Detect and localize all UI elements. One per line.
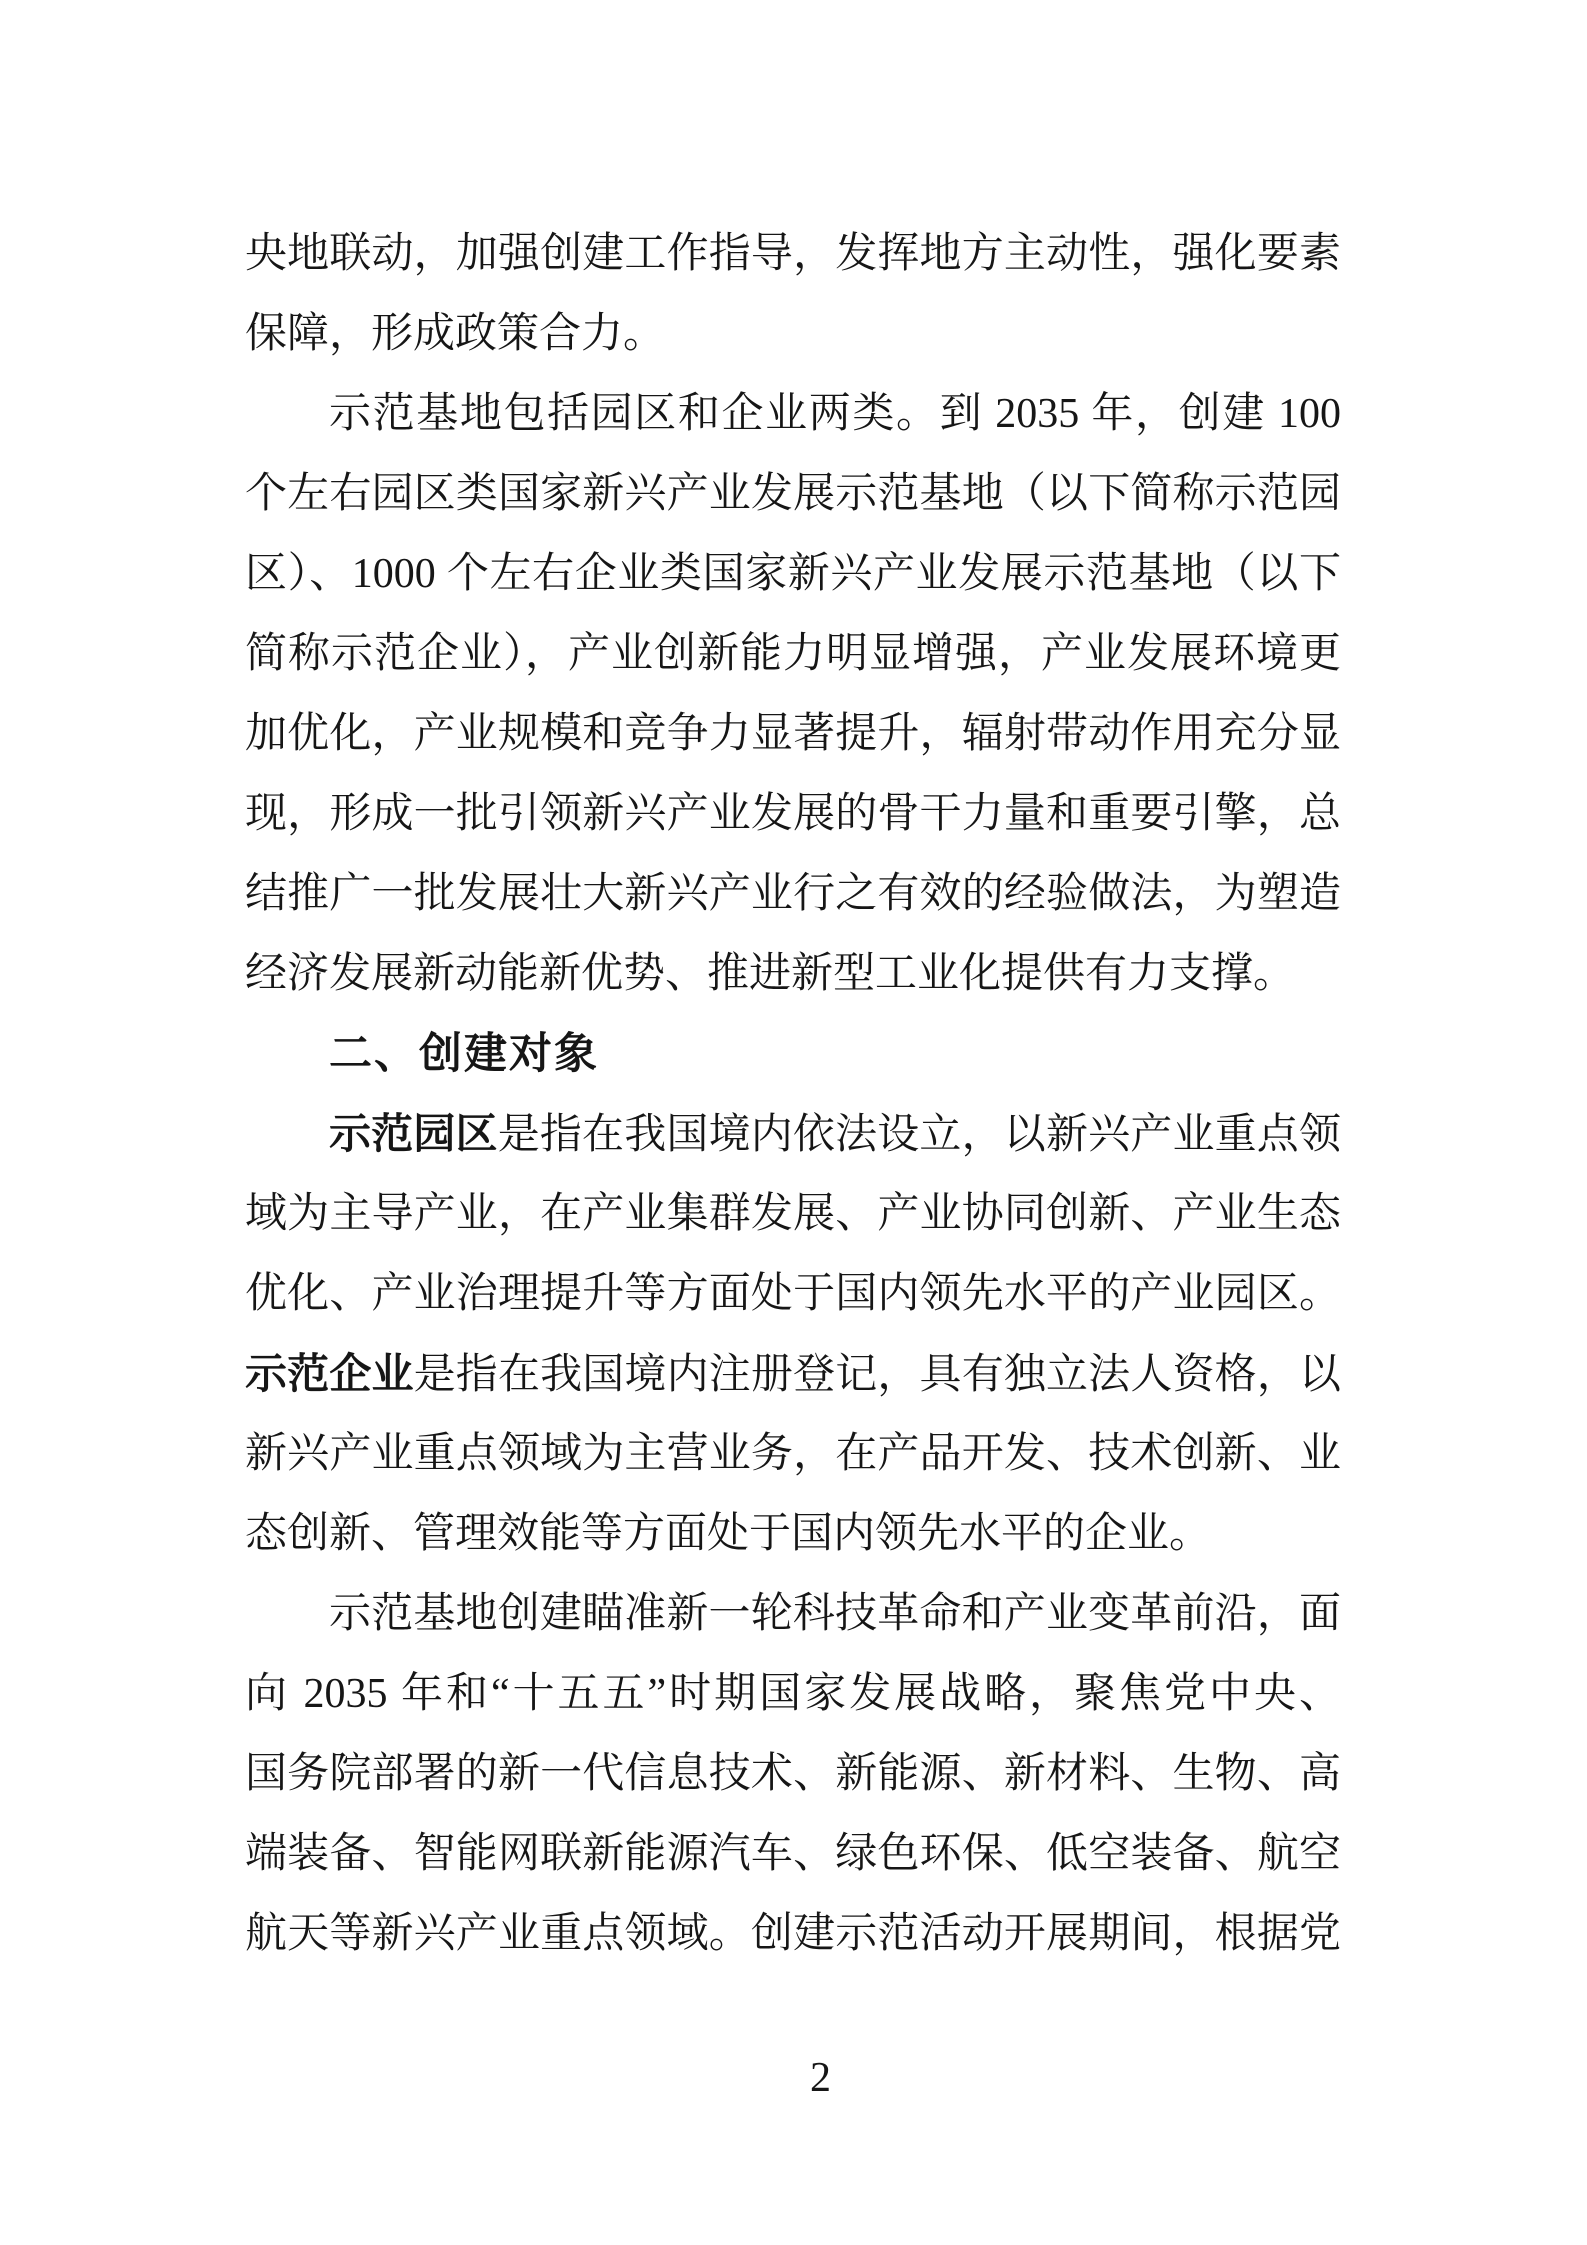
bold-term: 示范园区	[329, 1110, 498, 1157]
body-line: 央地联动，加强创建工作指导，发挥地方主动性，强化要素	[245, 231, 1341, 277]
line-text: 是指在我国境内依法设立，以新兴产业重点领	[497, 1112, 1341, 1158]
body-line: 优化、产业治理提升等方面处于国内领先水平的产业园区。	[245, 1271, 1341, 1317]
body-line: 简称示范企业），产业创新能力明显增强，产业发展环境更	[245, 631, 1341, 677]
body-line: 示范基地包括园区和企业两类。到 2035 年，创建 100	[329, 391, 1341, 437]
body-line: 加优化，产业规模和竞争力显著提升，辐射带动作用充分显	[245, 711, 1341, 757]
line-text: 是指在我国境内注册登记，具有独立法人资格，以	[413, 1352, 1341, 1398]
body-line: 经济发展新动能新优势、推进新型工业化提供有力支撑。	[245, 951, 1296, 997]
body-line: 保障，形成政策合力。	[245, 311, 666, 357]
body-line: 态创新、管理效能等方面处于国内领先水平的企业。	[245, 1511, 1212, 1557]
section-heading: 二、创建对象	[329, 1030, 599, 1078]
body-line: 域为主导产业，在产业集群发展、产业协同创新、产业生态	[245, 1191, 1341, 1237]
page-number: 2	[810, 2055, 831, 2101]
body-line: 航天等新兴产业重点领域。创建示范活动开展期间，根据党	[245, 1911, 1341, 1957]
body-line: 个左右园区类国家新兴产业发展示范基地（以下简称示范园	[245, 471, 1341, 517]
body-line	[245, 1094, 1341, 1174]
body-line: 结推广一批发展壮大新兴产业行之有效的经验做法，为塑造	[245, 871, 1341, 917]
bold-term: 示范企业	[245, 1350, 414, 1397]
body-line: 新兴产业重点领域为主营业务，在产品开发、技术创新、业	[245, 1431, 1341, 1477]
body-line: 端装备、智能网联新能源汽车、绿色环保、低空装备、航空	[245, 1831, 1341, 1877]
text-block	[245, 214, 1341, 1974]
body-line: 向 2035 年和“十五五”时期国家发展战略，聚焦党中央、	[245, 1671, 1341, 1717]
body-line: 示范基地创建瞄准新一轮科技革命和产业变革前沿，面	[329, 1591, 1341, 1637]
body-line: 区）、1000 个左右企业类国家新兴产业发展示范基地（以下	[245, 551, 1341, 597]
body-line: 国务院部署的新一代信息技术、新能源、新材料、生物、高	[245, 1751, 1341, 1797]
body-line	[245, 1334, 1341, 1414]
body-line: 现，形成一批引领新兴产业发展的骨干力量和重要引擎，总	[245, 791, 1341, 837]
